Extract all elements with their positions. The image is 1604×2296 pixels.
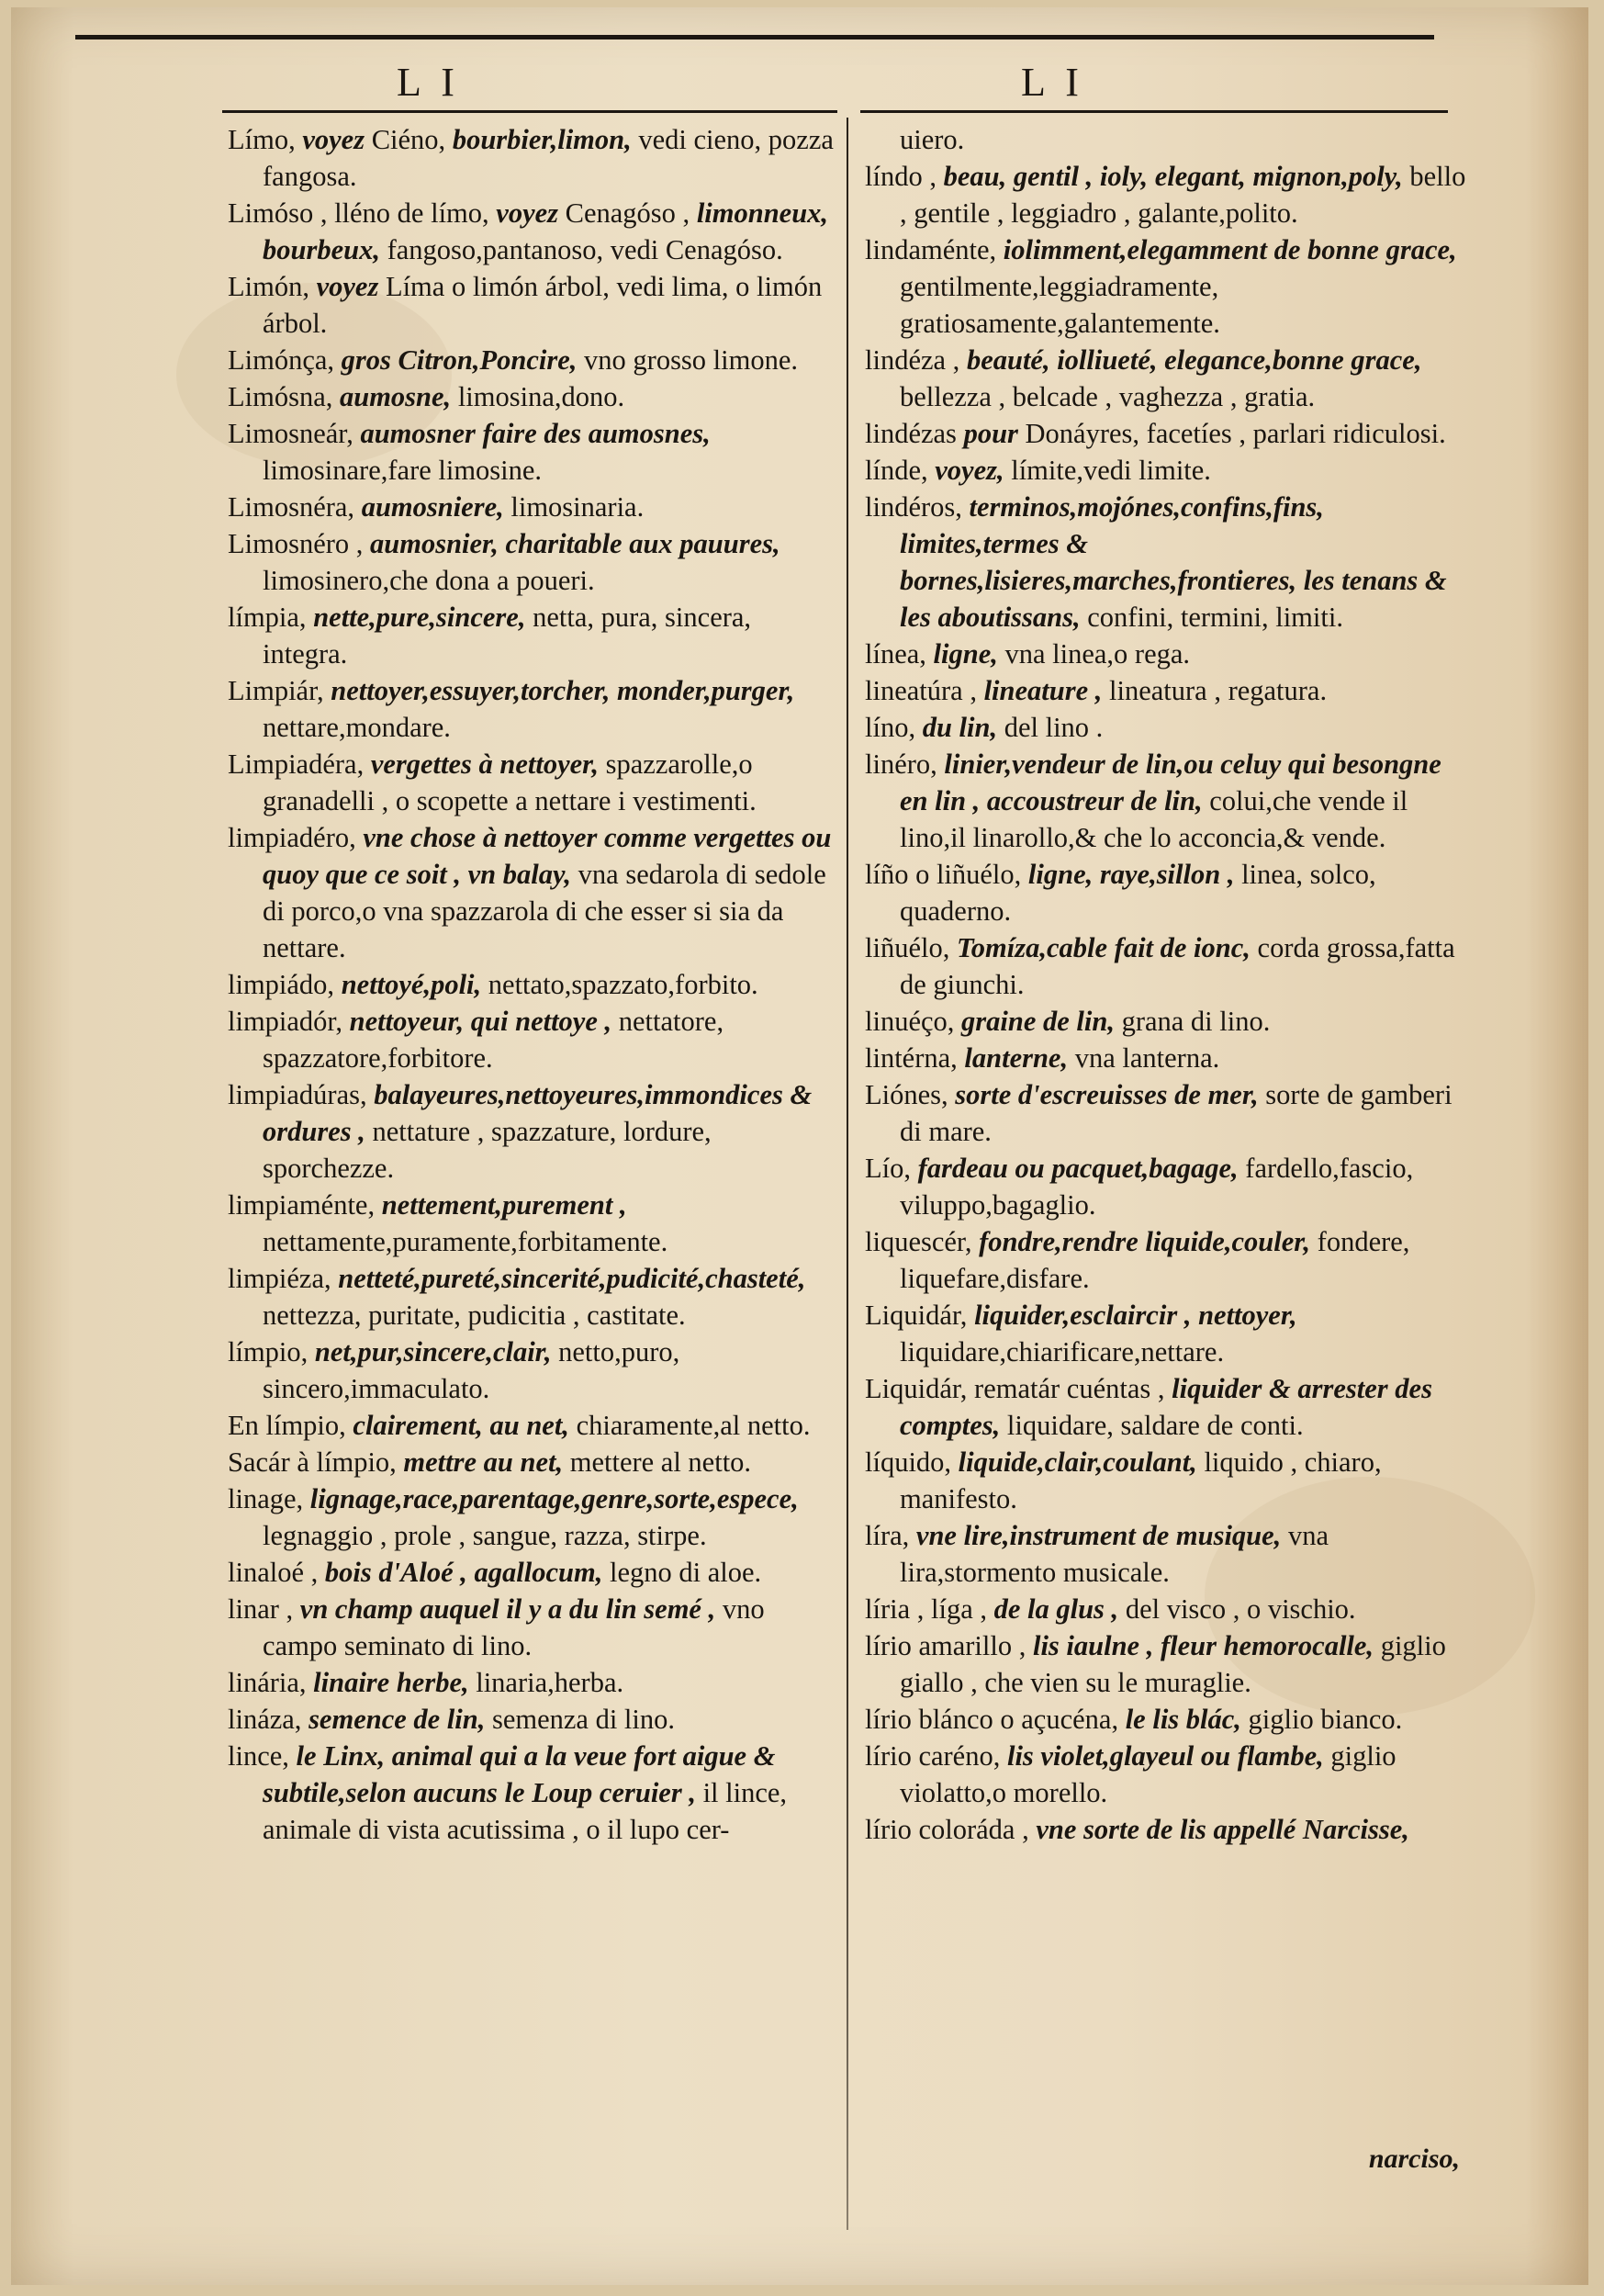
- dictionary-column-left: [228, 121, 834, 1848]
- italian-gloss: liquidare,chiarificare,nettare.: [900, 1336, 1225, 1367]
- headword: Liónes,: [865, 1079, 948, 1110]
- italian-gloss: limosinare,fare limosine.: [263, 455, 543, 486]
- italian-gloss: bello , gentile , leggiadro , galante,polito.: [900, 161, 1466, 229]
- french-gloss: linier,vendeur de lin,ou celuy qui besongne en lin , accoustreur de lin,: [900, 748, 1441, 816]
- dictionary-entry: [865, 452, 1473, 489]
- spanish-cross-reference: Líma o limón árbol,: [385, 271, 610, 302]
- italian-gloss: del lino .: [1004, 712, 1104, 743]
- french-gloss: nettement,purement ,: [381, 1189, 627, 1221]
- dictionary-entry: [228, 1591, 834, 1664]
- dictionary-entry: [228, 415, 834, 489]
- french-gloss: vne chose à nettoyer comme vergettes ou quoy que ce soit , vn balay,: [263, 822, 832, 890]
- dictionary-entry: [865, 746, 1473, 856]
- headword: líno,: [865, 712, 916, 743]
- dictionary-entry: [865, 1076, 1473, 1150]
- italian-gloss: il lince, animale di vista acutissima , o il lupo cer-: [263, 1777, 788, 1845]
- headword: limpiadéro,: [228, 822, 356, 853]
- dictionary-entry: [228, 1444, 834, 1480]
- french-gloss: voyez: [302, 124, 365, 155]
- italian-gloss: Donáyres, facetíes , parlari ridiculosi.: [1025, 418, 1446, 449]
- headword: lírio amarillo ,: [865, 1630, 1026, 1661]
- headword: lindézas: [865, 418, 957, 449]
- italian-gloss: del visco , o vischio.: [1125, 1593, 1356, 1625]
- french-gloss: clairement, au net,: [353, 1410, 569, 1441]
- headword: lineatúra ,: [865, 675, 977, 706]
- italian-gloss: vna lira,stormento musicale.: [900, 1520, 1329, 1588]
- headword: Lío,: [865, 1153, 911, 1184]
- french-gloss: lis iaulne , fleur hemorocalle,: [1032, 1630, 1374, 1661]
- italian-gloss: legnaggio , prole , sangue, razza, stirpe.: [263, 1520, 707, 1551]
- french-gloss: beauté, iolliueté, elegance,bonne grace,: [966, 344, 1422, 376]
- dictionary-entry: [865, 929, 1473, 1003]
- headword: liquescér,: [865, 1226, 972, 1257]
- dictionary-column-right: [865, 121, 1473, 1848]
- dictionary-entry: [228, 1334, 834, 1407]
- italian-gloss: linea, solco, quaderno.: [900, 859, 1376, 927]
- french-gloss: aumosnier, charitable aux pauures,: [370, 528, 780, 559]
- dictionary-entry: [228, 1664, 834, 1701]
- headword: Sacár à límpio,: [228, 1446, 397, 1478]
- column-divider: [847, 118, 848, 2230]
- italian-gloss: vna lanterna.: [1074, 1042, 1220, 1074]
- dictionary-entry: [228, 1554, 834, 1591]
- headword: linária,: [228, 1667, 307, 1698]
- italian-gloss: liquidare, saldare de conti.: [1006, 1410, 1304, 1441]
- italian-gloss: vna sedarola di sedole di porco,o vna spazzarola di che esser si sia da nettare.: [263, 859, 826, 963]
- italian-gloss: limosinero,che dona a poueri.: [263, 565, 595, 596]
- dictionary-entry: [228, 672, 834, 746]
- dictionary-entry: [865, 1517, 1473, 1591]
- headword: Limosnéro ,: [228, 528, 364, 559]
- dictionary-entry: [865, 1150, 1473, 1223]
- italian-gloss: bellezza , belcade , vaghezza , gratia.: [900, 381, 1316, 412]
- italian-gloss: fangoso,pantanoso, vedi Cenagóso.: [387, 234, 783, 265]
- page-sheet: [11, 7, 1588, 2285]
- french-gloss: vne sorte de lis appellé Narcisse,: [1036, 1814, 1409, 1845]
- french-gloss: graine de lin,: [961, 1006, 1115, 1037]
- dictionary-entry: [865, 231, 1473, 342]
- headword: limpiádo,: [228, 969, 335, 1000]
- french-gloss: netteté,pureté,sincerité,pudicité,chasteté,: [338, 1263, 806, 1294]
- dictionary-entry: [228, 1003, 834, 1076]
- dictionary-entry: [865, 1003, 1473, 1040]
- running-head-left: L I: [397, 60, 460, 105]
- italian-gloss: nettature , spazzature, lordure, sporchezze.: [263, 1116, 712, 1184]
- dictionary-entry: [228, 1701, 834, 1738]
- french-gloss: bourbier,limon,: [452, 124, 632, 155]
- french-gloss: vne lire,instrument de musique,: [915, 1520, 1282, 1551]
- french-gloss: aumosne,: [340, 381, 452, 412]
- italian-gloss: spazzarolle,o granadelli , o scopette a nettare i vestimenti.: [263, 748, 757, 816]
- headword: Limpiár,: [228, 675, 324, 706]
- italian-gloss: limosina,dono.: [457, 381, 625, 412]
- headword: líra,: [865, 1520, 910, 1551]
- dictionary-entry: [228, 1187, 834, 1260]
- headword: línea,: [865, 638, 926, 670]
- headword: limpiaménte,: [228, 1189, 376, 1221]
- dictionary-entry: [228, 121, 834, 195]
- french-gloss: nettoyer,essuyer,torcher, monder,purger,: [331, 675, 795, 706]
- italian-gloss: nettato,spazzato,forbito.: [488, 969, 758, 1000]
- italian-gloss: mettere al netto.: [569, 1446, 752, 1478]
- dictionary-entry: [228, 1407, 834, 1444]
- dictionary-entry: [228, 342, 834, 378]
- headword: linaloé ,: [228, 1557, 319, 1588]
- headword: Limosneár,: [228, 418, 353, 449]
- french-gloss: semence de lin,: [308, 1704, 486, 1735]
- french-gloss: ligne, raye,sillon ,: [1027, 859, 1235, 890]
- french-gloss: Tomíza,cable fait de ionc,: [956, 932, 1251, 963]
- dictionary-entry: [865, 672, 1473, 709]
- italian-gloss: corda grossa,fatta de giunchi.: [900, 932, 1455, 1000]
- french-gloss: le lis blác,: [1125, 1704, 1241, 1735]
- dictionary-entry: [228, 525, 834, 599]
- dictionary-entry: [865, 1223, 1473, 1297]
- headword: lince,: [228, 1740, 289, 1772]
- french-gloss: balayeures,nettoyeures,immondices & ordures ,: [263, 1079, 813, 1147]
- headword: líquido,: [865, 1446, 952, 1478]
- italian-gloss: sorte de gamberi di mare.: [900, 1079, 1453, 1147]
- french-gloss: sorte d'escreuisses de mer,: [955, 1079, 1259, 1110]
- headword: linage,: [228, 1483, 304, 1514]
- headword: lindéros,: [865, 491, 962, 523]
- italian-gloss: limosinaria.: [510, 491, 645, 523]
- dictionary-entry: [228, 966, 834, 1003]
- french-gloss: lineature ,: [983, 675, 1103, 706]
- italian-gloss: fardello,fascio, viluppo,bagaglio.: [900, 1153, 1414, 1221]
- dictionary-entry: [865, 636, 1473, 672]
- french-gloss: liquider,esclaircir , nettoyer,: [974, 1300, 1297, 1331]
- dictionary-entry: [865, 342, 1473, 415]
- dictionary-entry: [228, 599, 834, 672]
- dictionary-entry: [228, 1076, 834, 1187]
- headword: linuéço,: [865, 1006, 955, 1037]
- italian-gloss: grana di lino.: [1121, 1006, 1271, 1037]
- headword: líndo ,: [865, 161, 937, 192]
- dictionary-entry: [865, 1627, 1473, 1701]
- dictionary-entry: [865, 1370, 1473, 1444]
- french-gloss: limonneux, bourbeux,: [263, 197, 829, 265]
- italian-gloss: vedi lima, o limón árbol.: [263, 271, 823, 339]
- dictionary-entry: [228, 819, 834, 966]
- dictionary-entry: [865, 709, 1473, 746]
- italian-gloss: colui,che vende il lino,il linarollo,& che lo acconcia,& vende.: [900, 785, 1408, 853]
- french-gloss: fondre,rendre liquide,couler,: [979, 1226, 1311, 1257]
- french-gloss: fardeau ou pacquet,bagage,: [917, 1153, 1239, 1184]
- french-gloss: le Linx, animal qui a la veue fort aigue & subtile,selon aucuns le Loup ceruier ,: [263, 1740, 776, 1808]
- dictionary-entry: [228, 268, 834, 342]
- italian-gloss: netta, pura, sincera, integra.: [263, 602, 752, 670]
- french-gloss: voyez: [496, 197, 559, 229]
- dictionary-entry: [228, 1738, 834, 1848]
- french-gloss: mettre au net,: [403, 1446, 564, 1478]
- headword: Liquidár, rematár cuéntas ,: [865, 1373, 1165, 1404]
- headword: En límpio,: [228, 1410, 346, 1441]
- italian-gloss: gentilmente,leggiadramente, gratiosamente,galantemente.: [900, 271, 1220, 339]
- french-gloss: liquide,clair,coulant,: [958, 1446, 1197, 1478]
- headword: lindaménte,: [865, 234, 997, 265]
- headword: límpia,: [228, 602, 307, 633]
- headword: líño o liñuélo,: [865, 859, 1022, 890]
- italian-gloss: vno grosso limone.: [584, 344, 799, 376]
- headword: línde,: [865, 455, 928, 486]
- french-gloss: ligne,: [933, 638, 998, 670]
- italian-gloss: nettatore, spazzatore,forbitore.: [263, 1006, 724, 1074]
- french-gloss: vergettes à nettoyer,: [370, 748, 599, 780]
- dictionary-entry: [228, 1260, 834, 1334]
- dictionary-entry: [865, 415, 1473, 452]
- italian-gloss: vna linea,o rega.: [1004, 638, 1191, 670]
- italian-gloss: nettezza, puritate, pudicitia , castitate.: [263, 1300, 686, 1331]
- dictionary-entry: [228, 489, 834, 525]
- italian-gloss: linaria,herba.: [476, 1667, 624, 1698]
- italian-gloss: giglio giallo , che vien su le muraglie.: [900, 1630, 1446, 1698]
- french-gloss: liquider & arrester des comptes,: [900, 1373, 1432, 1441]
- french-gloss: gros Citron,Poncire,: [341, 344, 578, 376]
- french-gloss: lanterne,: [964, 1042, 1069, 1074]
- top-border-rule: [75, 35, 1434, 39]
- spanish-cross-reference: Cenagóso ,: [565, 197, 690, 229]
- spanish-cross-reference: Ciéno,: [371, 124, 446, 155]
- dictionary-entry: [865, 1811, 1473, 1848]
- italian-gloss: giglio violatto,o morello.: [900, 1740, 1396, 1808]
- headword: linéro,: [865, 748, 937, 780]
- french-gloss: du lin,: [922, 712, 998, 743]
- head-rule-right: [860, 110, 1448, 113]
- italian-gloss: lineatura , regatura.: [1109, 675, 1328, 706]
- dictionary-entry: [865, 1444, 1473, 1517]
- dictionary-entry: [865, 121, 1473, 158]
- headword: limpiadór,: [228, 1006, 342, 1037]
- dictionary-entry: [865, 489, 1473, 636]
- headword: límpio,: [228, 1336, 308, 1367]
- dictionary-entry: [865, 1701, 1473, 1738]
- french-gloss: beau, gentil , ioly, elegant, mignon,poly,: [943, 161, 1403, 192]
- headword: Liquidár,: [865, 1300, 968, 1331]
- french-gloss: voyez,: [935, 455, 1004, 486]
- headword: Limóso , lléno de límo,: [228, 197, 489, 229]
- catchword: narciso,: [1368, 2144, 1460, 2174]
- dictionary-entry: [228, 195, 834, 268]
- italian-gloss: vedi cieno, pozza fangosa.: [263, 124, 834, 192]
- headword: lináza,: [228, 1704, 302, 1735]
- italian-gloss: nettamente,puramente,forbitamente.: [263, 1226, 668, 1257]
- french-gloss: voyez: [316, 271, 379, 302]
- headword: Limosnéra,: [228, 491, 355, 523]
- italian-gloss: netto,puro, sincero,immaculato.: [263, 1336, 680, 1404]
- french-gloss: aumosner faire des aumosnes,: [360, 418, 711, 449]
- french-gloss: aumosniere,: [361, 491, 504, 523]
- dictionary-entry: [228, 746, 834, 819]
- head-rule-left: [222, 110, 837, 113]
- french-gloss: lis violet,glayeul ou flambe,: [1006, 1740, 1324, 1772]
- french-gloss: nettoyé,poli,: [341, 969, 482, 1000]
- dictionary-entry: [865, 1040, 1473, 1076]
- headword: lírio caréno,: [865, 1740, 1001, 1772]
- french-gloss: nette,pure,sincere,: [313, 602, 526, 633]
- headword: lírio coloráda ,: [865, 1814, 1029, 1845]
- french-gloss: linaire herbe,: [313, 1667, 469, 1698]
- italian-gloss: chiaramente,al netto.: [576, 1410, 811, 1441]
- headword: lintérna,: [865, 1042, 958, 1074]
- french-gloss: vn champ auquel il y a du lin semé ,: [299, 1593, 716, 1625]
- french-gloss: iolimment,elegamment de bonne grace,: [1003, 234, 1457, 265]
- headword: lindéza ,: [865, 344, 960, 376]
- headword: limpiadúras,: [228, 1079, 367, 1110]
- headword: limpiéza,: [228, 1263, 331, 1294]
- italian-gloss: nettare,mondare.: [263, 712, 451, 743]
- french-gloss: net,pur,sincere,clair,: [314, 1336, 552, 1367]
- french-gloss: lignage,race,parentage,genre,sorte,espece,: [309, 1483, 799, 1514]
- french-gloss: de la glus ,: [993, 1593, 1119, 1625]
- italian-gloss: liquido , chiaro, manifesto.: [900, 1446, 1382, 1514]
- italian-gloss: uiero.: [900, 124, 965, 155]
- french-gloss: terminos,mojónes,confins,fins, limites,termes & bornes,lisieres,marches,frontieres, les tenans & les aboutissans,: [900, 491, 1447, 633]
- headword: Límo,: [228, 124, 296, 155]
- dictionary-entry: [865, 856, 1473, 929]
- headword: liñuélo,: [865, 932, 950, 963]
- dictionary-entry: [865, 1297, 1473, 1370]
- headword: Limón,: [228, 271, 309, 302]
- dictionary-entry: [865, 1738, 1473, 1811]
- italian-gloss: límite,vedi limite.: [1011, 455, 1211, 486]
- italian-gloss: legno di aloe.: [609, 1557, 762, 1588]
- italian-gloss: confini, termini, limiti.: [1087, 602, 1343, 633]
- italian-gloss: fondere, liquefare,disfare.: [900, 1226, 1410, 1294]
- italian-gloss: semenza di lino.: [491, 1704, 676, 1735]
- dictionary-entry: [228, 378, 834, 415]
- italian-gloss: vno campo seminato di lino.: [263, 1593, 765, 1661]
- italian-gloss: giglio bianco.: [1248, 1704, 1403, 1735]
- headword: Limósna,: [228, 381, 333, 412]
- dictionary-entry: [865, 1591, 1473, 1627]
- french-gloss: bois d'Aloé , agallocum,: [324, 1557, 603, 1588]
- dictionary-entry: [865, 158, 1473, 231]
- headword: Limónça,: [228, 344, 335, 376]
- running-head-right: L I: [1021, 60, 1084, 105]
- french-gloss: pour: [963, 418, 1018, 449]
- headword: líria , líga ,: [865, 1593, 987, 1625]
- french-gloss: nettoyeur, qui nettoye ,: [349, 1006, 612, 1037]
- headword: lírio blánco o açucéna,: [865, 1704, 1119, 1735]
- dictionary-entry: [228, 1480, 834, 1554]
- headword: linar ,: [228, 1593, 294, 1625]
- headword: Limpiadéra,: [228, 748, 365, 780]
